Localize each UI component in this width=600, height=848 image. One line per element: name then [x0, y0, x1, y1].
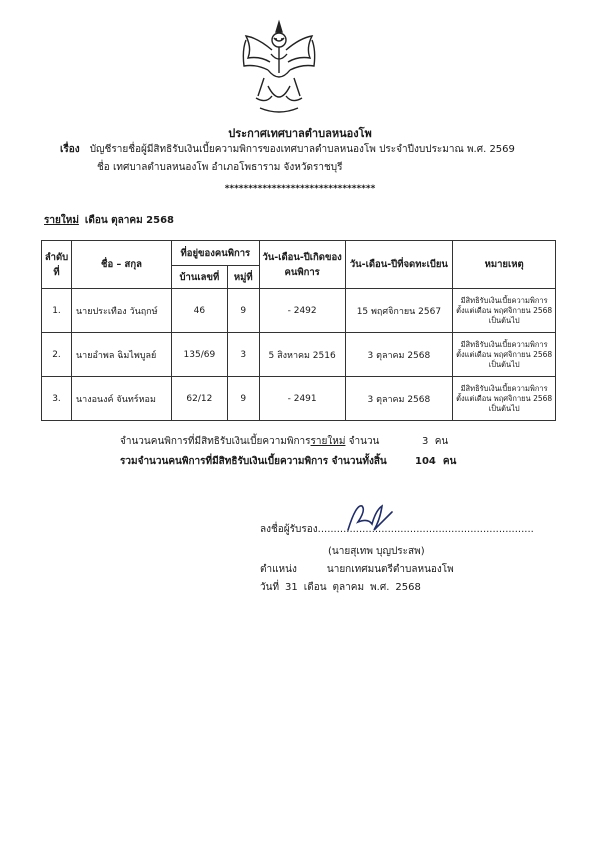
table-row	[42, 333, 556, 377]
subject-line	[60, 142, 515, 157]
certify-label: ลงชื่อผู้รับรอง	[260, 524, 318, 535]
row-birth: - 2491	[259, 377, 345, 421]
summary-unit: คน	[442, 456, 457, 467]
header-name: ชื่อ – สกุล	[71, 241, 171, 289]
header-no: ลำดับที่	[42, 241, 72, 289]
row-birth: - 2492	[259, 289, 345, 333]
section-label: รายใหม่	[44, 215, 79, 226]
subject-label: เรื่อง	[60, 144, 80, 155]
summary-total-label: รวมจำนวนคนพิการที่มีสิทธิรับเงินเบี้ยความพิการ จำนวนทั้งสิ้น	[120, 456, 387, 467]
signer-name: (นายสุเทพ บุญประสพ)	[328, 546, 425, 557]
header-moo: หมู่ที่	[227, 266, 259, 289]
date-month-label: เดือน	[303, 582, 327, 593]
summary-new-count-label	[120, 434, 379, 449]
header-address: ที่อยู่ของคนพิการ	[171, 241, 259, 266]
row-house: 46	[171, 289, 227, 333]
subject-line-2: ชื่อ เทศบาลตำบลหนองโพ อำเภอโพธาราม จังหวัดราชบุรี	[97, 162, 343, 173]
header-registered: วัน-เดือน-ปีที่จดทะเบียน	[345, 241, 453, 289]
header-birth: วัน-เดือน-ปีเกิดของคนพิการ	[259, 241, 345, 289]
section-heading	[44, 213, 174, 228]
row-registered: 15 พฤศจิกายน 2567	[345, 289, 453, 333]
row-moo: 3	[227, 333, 259, 377]
summary-underlined: รายใหม่	[310, 436, 346, 447]
date-month: ตุลาคม	[332, 582, 365, 593]
date-year-label: พ.ศ.	[370, 582, 390, 593]
row-birth: 5 สิงหาคม 2516	[259, 333, 345, 377]
row-name: นางอนงค์ จันทร์หอม	[71, 377, 171, 421]
row-note: มีสิทธิรับเงินเบี้ยความพิการ ตั้งแต่เดือน พฤศจิกายน 2568 เป็นต้นไป	[453, 289, 556, 333]
header-house-no: บ้านเลขที่	[171, 266, 227, 289]
row-moo: 9	[227, 289, 259, 333]
row-moo: 9	[227, 377, 259, 421]
date-day: 31	[285, 582, 298, 593]
table-row	[42, 377, 556, 421]
summary-total-count	[415, 454, 456, 469]
summary-suffix: จำนวน	[345, 436, 380, 447]
summary-new-count-value: 3	[422, 436, 429, 447]
row-note: มีสิทธิรับเงินเบี้ยความพิการ ตั้งแต่เดือน พฤศจิกายน 2568 เป็นต้นไป	[453, 377, 556, 421]
position-value: นายกเทศมนตรีตำบลหนองโพ	[326, 564, 454, 575]
position-label: ตำแหน่ง	[260, 564, 297, 575]
row-no: 3.	[42, 377, 72, 421]
summary-unit: คน	[434, 436, 449, 447]
announcement-title: ประกาศเทศบาลตำบลหนองโพ	[228, 127, 372, 140]
subject-text: บัญชีรายชื่อผู้มีสิทธิรับเงินเบี้ยความพิการของเทศบาลตำบลหนองโพ ประจำปีงบประมาณ พ.ศ. 2569	[89, 144, 515, 155]
sign-date	[260, 580, 427, 595]
row-name: นายประเทือง วันฤกษ์	[71, 289, 171, 333]
summary-total-value: 104	[415, 456, 436, 467]
row-registered: 3 ตุลาคม 2568	[345, 333, 453, 377]
row-house: 135/69	[171, 333, 227, 377]
row-no: 1.	[42, 289, 72, 333]
row-house: 62/12	[171, 377, 227, 421]
row-registered: 3 ตุลาคม 2568	[345, 377, 453, 421]
signer-position	[260, 562, 454, 577]
beneficiary-table	[41, 240, 556, 421]
row-name: นายอำพล ฉิมไพบูลย์	[71, 333, 171, 377]
garuda-emblem-icon	[238, 18, 320, 118]
row-no: 2.	[42, 333, 72, 377]
table-row	[42, 289, 556, 333]
header-note: หมายเหตุ	[453, 241, 556, 289]
date-year: 2568	[395, 582, 421, 593]
certifier-line: ลงชื่อผู้รับรอง....................................................................	[260, 524, 534, 535]
row-note: มีสิทธิรับเงินเบี้ยความพิการ ตั้งแต่เดือน พฤศจิกายน 2568 เป็นต้นไป	[453, 333, 556, 377]
summary-new-count	[422, 434, 448, 449]
date-day-label: วันที่	[260, 582, 280, 593]
star-divider: ********************************	[224, 184, 376, 194]
section-month: เดือน ตุลาคม 2568	[84, 215, 174, 226]
summary-prefix: จำนวนคนพิการที่มีสิทธิรับเงินเบี้ยความพิการ	[120, 436, 311, 447]
handwritten-signature	[338, 500, 398, 536]
